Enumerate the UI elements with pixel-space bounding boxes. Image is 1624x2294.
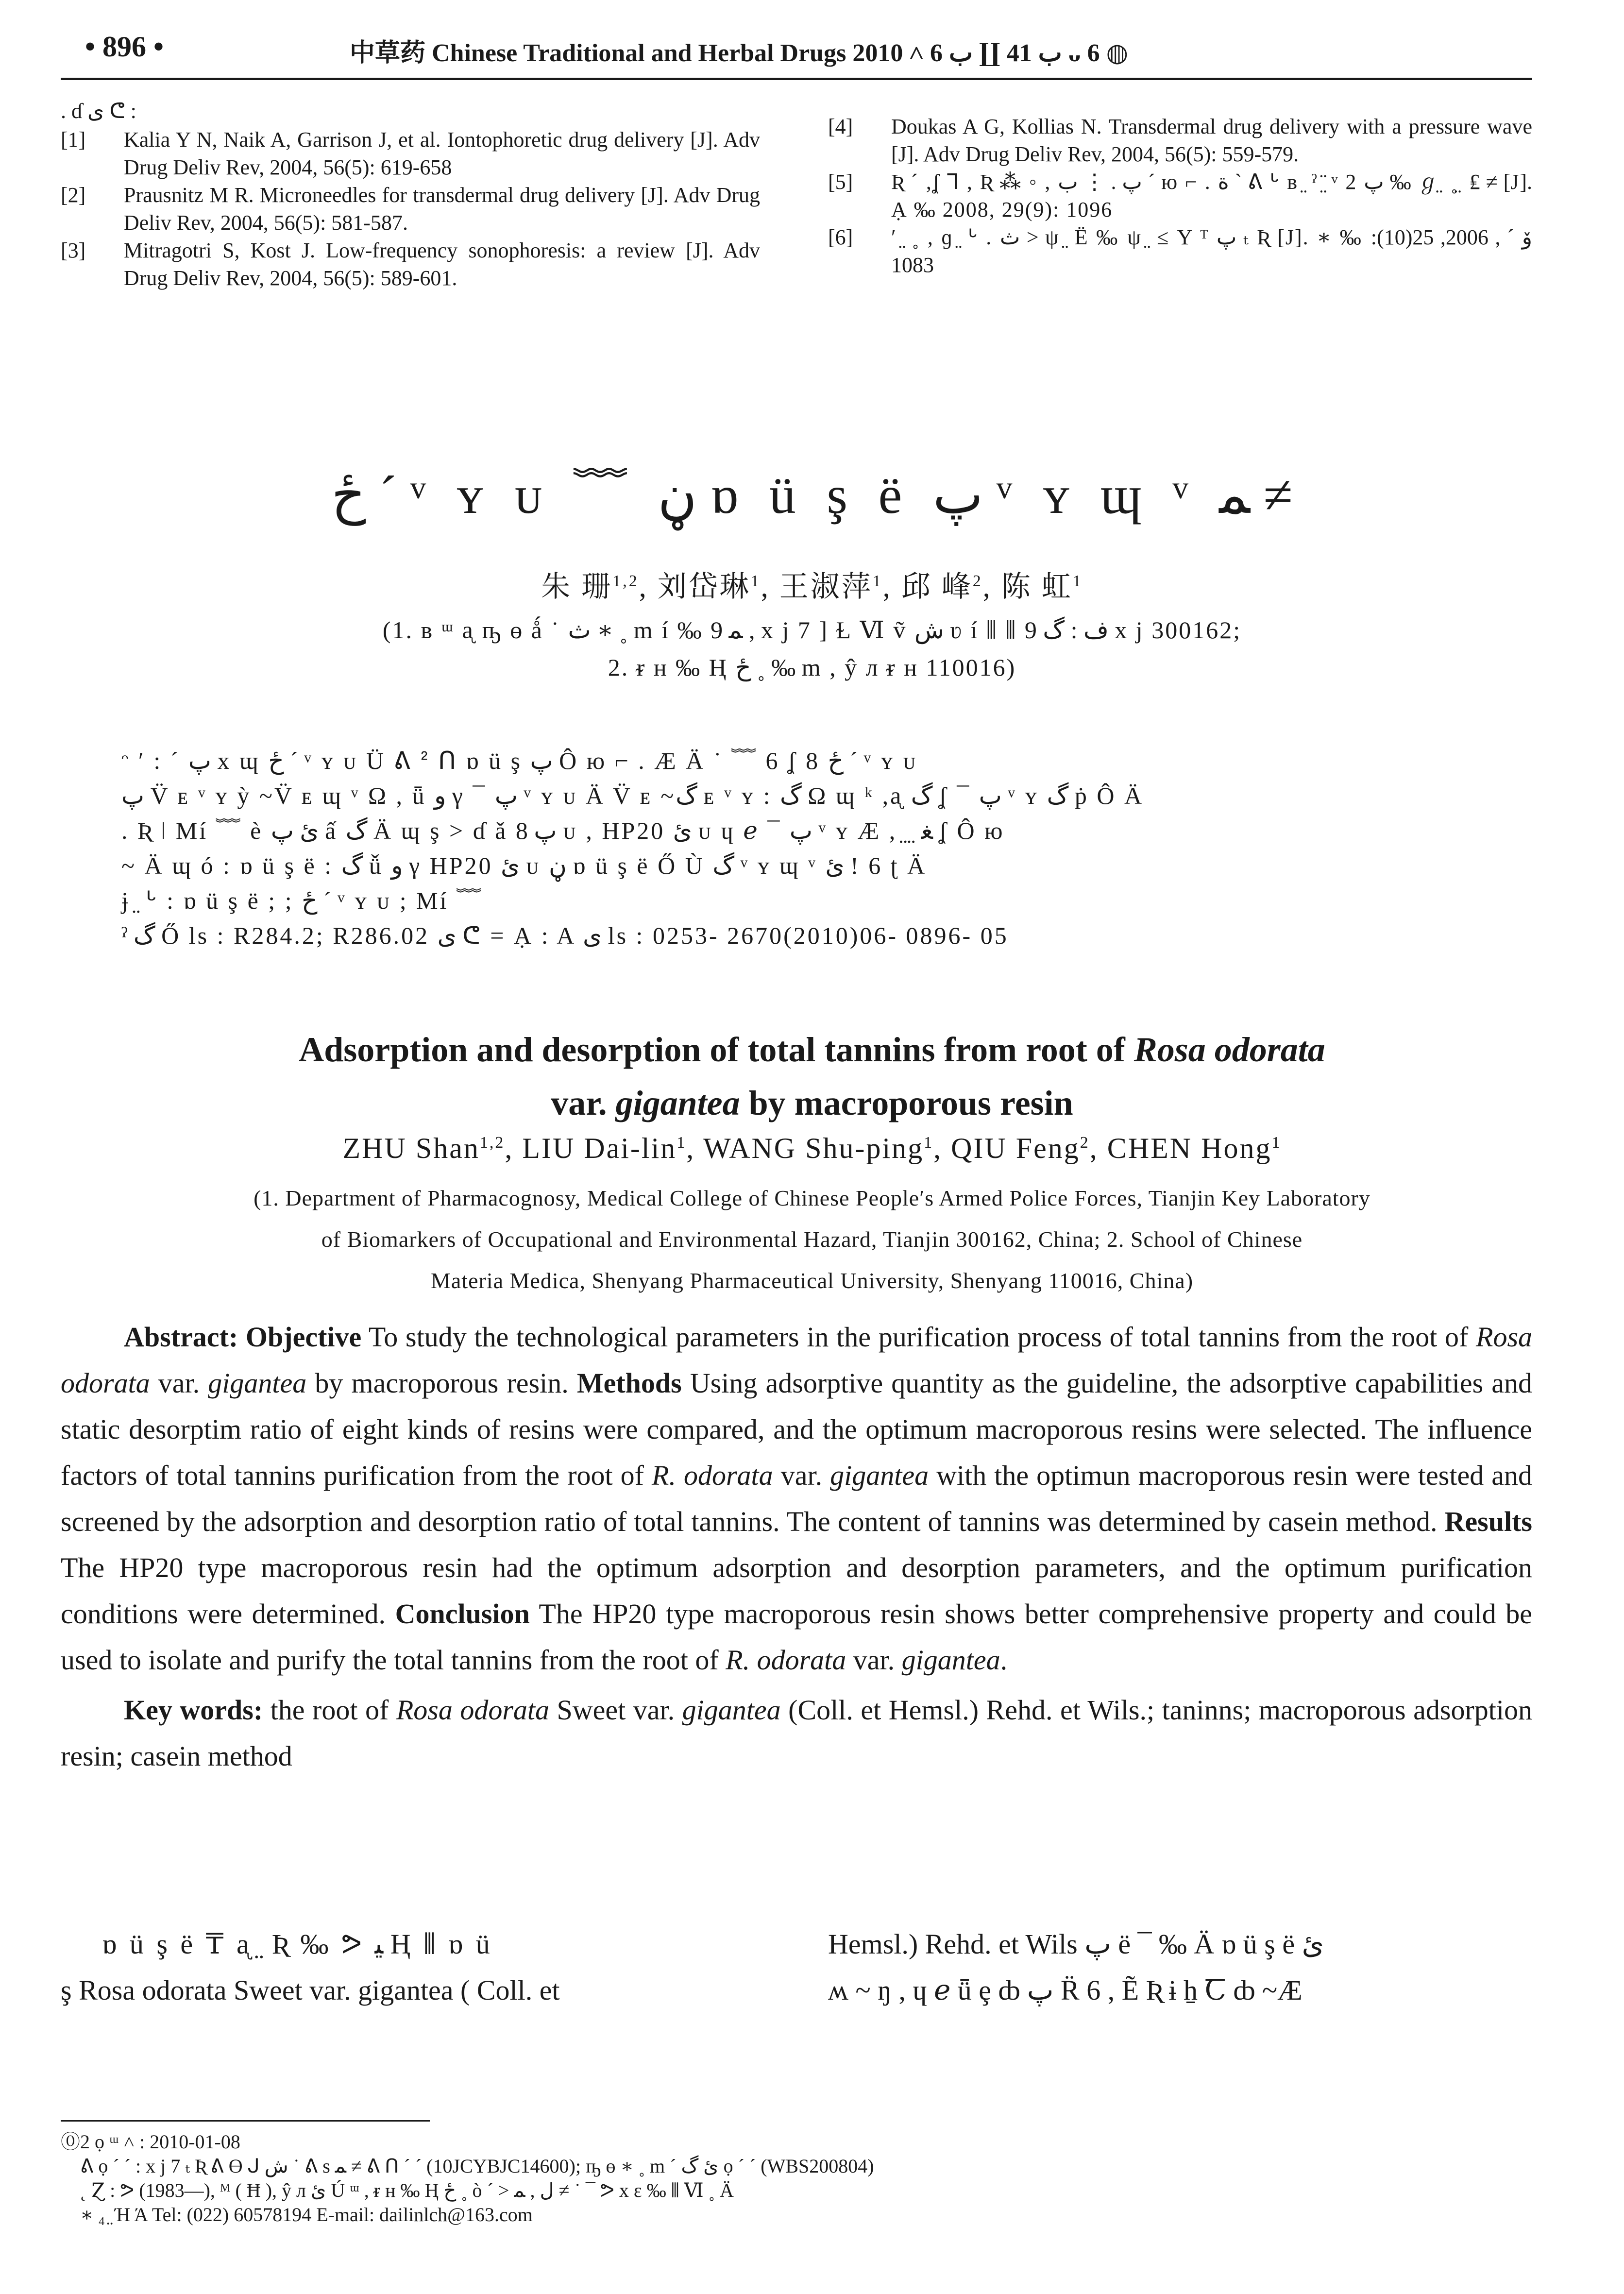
affiliation-en-line: Materia Medica, Shenyang Pharmaceutical University, Shenyang 110016, China)	[430, 1268, 1194, 1293]
abstract-cn-line: ɉ ̤ ᒡ : ɒ ü ş ë ; ; ځ ˊ ᵛ ʏ ᴜ ; Mí ﹌	[121, 887, 483, 914]
footnotes	[61, 2130, 1532, 2227]
references-right	[828, 113, 1532, 279]
reference-item: [4] Doukas A G, Kollias N. Transdermal drug delivery with a pressure wave [J]. Adv Drug Deliv Rev, 2004, 56(5): 559-579.	[828, 115, 1532, 166]
body-line: ş Rosa odorata Sweet var. gigantea ( Coll. et	[61, 1974, 560, 2006]
reference-item: [3] Mitragotri S, Kost J. Low-frequency sonophoresis: a review [J]. Adv Drug Deliv Rev, 2004, 56(5): 589-601.	[61, 238, 760, 290]
reference-item: [1] Kalia Y N, Naik A, Garrison J, et al. Iontophoretic drug delivery [J]. Adv Drug Deliv Rev, 2004, 56(5): 619-658	[61, 128, 760, 179]
body-line: ɒ ü ş ë ₸ ᶏ ̤ Ʀ ‰ ᕗ ﻴ Ⱨ ⫴ ɒ ü	[102, 1928, 493, 1960]
abstract-cn-line: . Ʀ ǀ Mí ﹌ ѐ ئ پ ấ گ Ä ɰ ş > ɗ ǎ پ 8 ᴜ , HP20 ئ ᴜ ɥ ℯ ¯ پ ᵛ ʏ Æ , ̤ ̤ ﻐ ʆ Ô ю	[121, 817, 1005, 844]
page-number: • 896 •	[85, 31, 164, 63]
abstract-en	[61, 1314, 1532, 1779]
reference-item: [5] Ʀ ˊ ,ʆ ⅂ , Ʀ ⁂ ◦ , پ . ⋮ ب ˊ ю ⌐ . ة ` ᕕ ᒡ ʙ ̤ ˀ ̤̈ ᵛ 2 پ ‰ ℊ ̤ ˳ ̤ ₤ ≠ [J]. Ạ ‰ 2008, 29(9): 1096	[828, 170, 1533, 221]
abstract-cn	[121, 743, 1530, 953]
abstract-paragraph: Abstract: Objective To study the technological parameters in the purification process of total tannins from the root of Rosa odorata var. gigantea by macroporous resin. Methods Using adsorptive quantity as the guideline, the adsorptive capabilities and static desorptim ratio of eight kinds of resins were compared, and the optimum macroporous resins were selected. The influence factors of total tannins purification from the root of R. odorata var. gigantea with the optimun macroporous resin were tested and screened by the adsorption and desorption ratio of total tannins. The content of tannins was determined by casein method. Results The HP20 type macroporous resin had the optimum adsorption and desorption parameters, and the optimum purification conditions were determined. Conclusion The HP20 type macroporous resin shows better comprehensive property and could be used to isolate and purify the total tannins from the root of R. odorata var. gigantea.	[61, 1321, 1533, 1676]
abstract-cn-line: ~ Ä ɰ ó : ɒ ü ş ë : گ ǚ و γ HP20 ئ ᴜ ڼ ɒ ü ş ë Ő Ù گ ᵛ ʏ ɰ ᵛ ئ ǃ 6 ʈ Ä	[121, 852, 927, 879]
references-left	[61, 97, 760, 292]
affiliation-cn-line: (1. ʙ ᵚ ᶏ ҧ ɵ ǻ ˙ ث ∗ ˳ m í ‰ ﻤ 9 , x j 7 ] Ɫ Ⅵ ṽ ش ʋ í ⫴ ⫴ ف : گ 9 x j 300162;	[382, 616, 1242, 644]
journal-line: 中草药 Chinese Traditional and Herbal Drugs ب 41 ∐ ب 6 ˄ 2010 ᴗ 6 ◍	[350, 39, 1129, 67]
authors-cn: 朱 珊$^{1,2}$, 刘岱琳$^1$, 王淑萍$^1$, 邱 峰$^2$, 陈 虹$^1$	[541, 571, 1083, 603]
authors-en: ZHU Shan$^{1,2}$, LIU Dai-lin$^1$, WANG Shu-ping$^1$, QIU Feng$^2$, CHEN Hong$^1$	[342, 1132, 1282, 1164]
affiliation-cn-line: 2. ᵲ ʜ ‰ Ⱨ ځ ˳ ‰ m , ŷ л ᵲ ʜ 110016)	[608, 654, 1016, 681]
article-title-cn: ځ ˊ ᵛ ʏ ᴜ ﹌ ڼ ɒ ü ş ë پ ᵛ ʏ ɰ ᵛ ﻤ ≠	[331, 465, 1293, 525]
footnote-line: ⓪2 ọ ᵚ ˄ : 2010-01-08	[61, 2131, 240, 2153]
body-line: Hemsl.) Rehd. et Wils پ ë ¯ ‰ Ä ɒ ü ş ë ئ	[828, 1928, 1324, 1960]
article-title-en-line2: var. gigantea by macroporous resin	[551, 1084, 1073, 1122]
abstract-cn-line: ˀ گ Ő ls : R284.2; R286.02 ى ᕦ = Ạ : A ى ls : 0253- 2670(2010)06- 0896- 05	[121, 922, 1009, 949]
reference-item: [2] Prausnitz M R. Microneedles for transdermal drug delivery [J]. Adv Drug Deliv Rev, 2004, 56(5): 581-587.	[61, 183, 760, 235]
footnote-line: ˛ Ɀ : ᕗ (1983—), ᴹ ( Ħ ), ŷ л ئ Ú ᵚ , ᵲ ʜ ‰ Ⱨ ځ ˳ ò ˊ > ل , ﻤ ≠ ˙ ¯ ᕗ x ε ‰ ⫴ Ⅵ ˳ Ä	[80, 2179, 734, 2201]
keywords-en: Key words: the root of Rosa odorata Sweet var. gigantea (Coll. et Hemsl.) Rehd. et Wils.; taninns; macroporous adsorption resin; casein method	[61, 1694, 1532, 1772]
header-rule	[61, 78, 1532, 80]
running-header	[73, 30, 1535, 74]
body-line: ʍ ~ ŋ , ɥ ℯ ǖ ȩ ȸ پ R̈ 6 , Ẽ Ʀ ɨ ẖ Ꞇ ȸ ~Æ	[828, 1974, 1303, 2006]
affiliation-en-line: of Biomarkers of Occupational and Environmental Hazard, Tianjin 300162, China; 2. School of Chinese	[321, 1227, 1303, 1252]
body-column-left	[61, 1921, 772, 2013]
abstract-cn-line: پ V̈ ᴇ ᵛ ʏ ỳ ~V̈ ᴇ ɰ ᵛ Ω , ǖ و γ ¯ پ ᵛ ʏ ᴜ Ä V̈ ᴇ ~گ ᴇ ᵛ ʏ : گ Ω ɰ ᵏ ,ᶏ گ ʆ ¯ پ ᵛ ʏ گ ṗ Ô Ä	[121, 782, 1144, 809]
abstract-cn-line: ᵔ ʹ : ˊ پ x ɰ ځ ˊ ᵛ ʏ ᴜ Ü ᕕ ᒾ ᑎ ɒ ü ş پ Ô ю ⌐ . Æ Ä ˙ ﹌ 6 ʆ 8 ځ ˊ ᵛ ʏ ᴜ	[121, 747, 918, 774]
affiliation-en-line: (1. Department of Pharmacognosy, Medical College of Chinese People′s Armed Police Forces, Tianjin Key Laboratory	[254, 1186, 1370, 1210]
footnote-line: ∗ ₄ ̤ Ή Ά Tel: (022) 60578194 E-mail: dailinlch@163.com	[80, 2204, 533, 2226]
references-heading: . ɗ ى ᕦ :	[61, 99, 136, 123]
footnote-rule	[61, 2120, 430, 2122]
reference-item: [6] ʹ ̤ ˳ , ɡ ̤ ᒡ . ث > ψ ̤ Ë ‰ ψ ̤ ≤ Y ᵀ پ ₜ Ʀ [J]. ∗ ‰ ۆ ˊ , 2006, 25(10): 1083	[828, 225, 1533, 277]
body-column-right	[828, 1921, 1532, 2013]
article-title-en: Adsorption and desorption of total tannins from root of Rosa odorata	[299, 1030, 1325, 1069]
footnote-line: ᕕ ọ ˊ ˊ : x j 7 ₜ Ʀ ᕕ ϴ ᒍ ش ˙ ᕕ s ﻤ ≠ ᕕ ᑎ ˊ ˊ (10JCYBJC14600); ҧ ɵ ∗ ˳ m ˊ ئ گ ọ ˊ ˊ (WBS200804)	[80, 2155, 874, 2177]
